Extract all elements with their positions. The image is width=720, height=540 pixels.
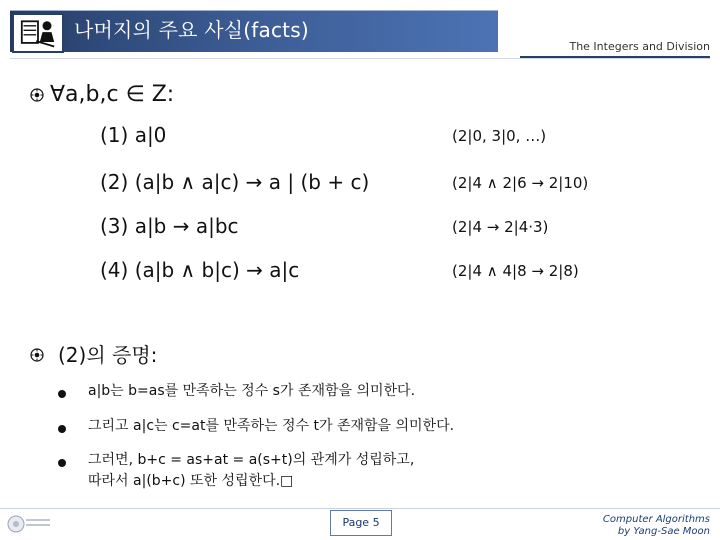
university-logo	[6, 512, 54, 536]
author-credit: Computer Algorithms by Yang-Sae Moon	[602, 514, 710, 537]
property-example: (2|4 ∧ 4|8 → 2|8)	[452, 262, 579, 280]
bullet-icon	[30, 348, 44, 362]
proof-point: 그러면, b+c = as+at = a(s+t)의 관계가 성립하고,	[88, 452, 415, 468]
property-example: (2|4 ∧ 2|6 → 2|10)	[452, 174, 589, 192]
property-example: (2|0, 3|0, …)	[452, 127, 547, 145]
header-icon	[12, 13, 64, 53]
property-statement: (4) (a|b ∧ b|c) → a|c	[100, 258, 300, 282]
page-number: Page 5	[330, 510, 392, 536]
header-divider	[10, 58, 710, 59]
proof-point: 따라서 a|(b+c) 또한 성립한다.□	[88, 473, 294, 489]
proof-bullet	[58, 390, 66, 398]
proof-heading: (2)의 증명:	[58, 343, 158, 367]
property-example: (2|4 → 2|4·3)	[452, 218, 549, 236]
property-statement: (2) (a|b ∧ a|c) → a | (b + c)	[100, 170, 370, 194]
property-statement: (1) a|0	[100, 123, 167, 147]
property-statement: (3) a|b → a|bc	[100, 214, 239, 238]
proof-bullet	[58, 425, 66, 433]
proof-point: 그리고 a|c는 c=at를 만족하는 정수 t가 존재함을 의미한다.	[88, 418, 455, 434]
proof-point: a|b는 b=as를 만족하는 정수 s가 존재함을 의미한다.	[88, 383, 416, 399]
proof-bullet	[58, 459, 66, 467]
bullet-icon	[30, 88, 44, 102]
footer-divider	[0, 508, 720, 509]
page-title: 나머지의 주요 사실(facts)	[74, 18, 309, 42]
slide-subtitle: The Integers and Division	[569, 40, 710, 53]
quantifier-heading: ∀a,b,c ∈ Z:	[50, 82, 175, 107]
